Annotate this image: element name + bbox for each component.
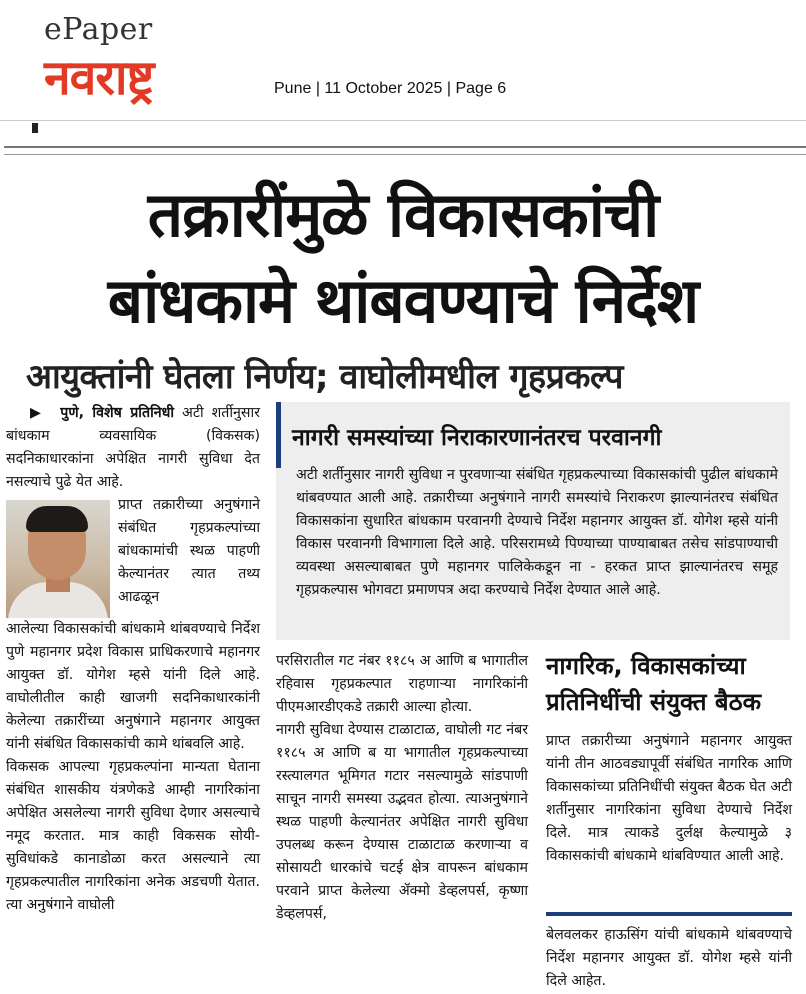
byline-arrow-icon: ▶ (6, 405, 61, 421)
headline-line-2: बांधकामे थांबवण्याचे निर्देश (107, 264, 699, 337)
column-1-paragraph-2: विकसक आपल्या गृहप्रकल्पांना मान्यता घेताना संबंधित शासकीय यंत्रणेकडे आम्ही नागरिकांना अपेक्षित असलेल्या नागरी सुविधा देणार असल्याचे नमूद करतात. मात्र काही विकसक सोयी-सुविधांकडे कानाडोळा करत असल्याने त्या गृहप्रकल्पातील नागरिकांना अनेक अडचणी येतात. त्या अनुषंगाने वाघोली (6, 759, 260, 913)
top-rule (0, 120, 806, 135)
lead-text: अटी शर्तीनुसार बांधकाम व्यवसायिक (विकसक) सदनिकाधारकांना अपेक्षित नागरी सुविधा देत नसल्याचे पुढे येत आहे. (6, 405, 260, 490)
sidebar-body-continued: बेलवलकर हाऊसिंग यांची बांधकामे थांबवण्याचे निर्देश महानगर आयुक्त डॉ. योगेश म्हसे यांनी दिले आहेत. (546, 927, 792, 989)
highlight-box (276, 402, 790, 640)
edition-dateline: Pune | 11 October 2025 | Page 6 (274, 80, 507, 97)
sidebar-body: प्राप्त तक्रारीच्या अनुषंगाने महानगर आयुक्त यांनी तीन आठवड्यापूर्वी संबंधित नागरिक आणि विकासकांच्या प्रतिनिधींची संयुक्त बैठक घेत अटी शर्तीनुसार नागरिकांना सुविधा देण्याचे निर्देश दिले. मात्र त्याकडे दुर्लक्ष केल्यामुळे ३ विकासकांची बांधकामे थांबविण्यात आली आहे. (546, 733, 792, 864)
box-title: नागरी समस्यांच्या निराकारणानंतरच परवानगी (292, 425, 662, 451)
sidebar-rule (546, 912, 792, 916)
text-beside-photo: प्राप्त तक्रारीच्या अनुषंगाने संबंधित गृहप्रकल्पांच्या बांधकामांची स्थळ पाहणी केल्यानंतर त्यात तथ्य आढळून (118, 497, 260, 605)
rule-marker (32, 123, 38, 133)
photo-wrap (6, 494, 260, 618)
article-column-2 (276, 650, 528, 926)
epaper-label: ePaper (44, 12, 153, 47)
masthead (0, 0, 806, 118)
column-2-paragraph-2: नागरी सुविधा देण्यास टाळाटाळ, वाघोली गट नंबर ११८५ अ आणि ब या भागातील गृहप्रकल्पाच्या रस्त्यालगत भूमिगत गटार नसल्यामुळे सांडपाणी साचून नागरी समस्या उद्भवत होत्या. त्याअनुषंगाने स्थळ पाहणी केल्यानंतर अपेक्षित नागरी सुविधा उपलब्ध करून देण्यास टाळाटाळ करणाऱ्या व सोसायटी धारकांचे चटई क्षेत्र वापरून बांधकाम परवाने प्राप्त केलेल्या ॲक्मो डेव्हलपर्स, कृष्णा डेव्हलपर्स, (276, 722, 528, 922)
commissioner-photo (6, 500, 110, 618)
subheadline: आयुक्तांनी घेतला निर्णय; वाघोलीमधील गृहप्रकल्प (26, 357, 623, 397)
column-1-paragraph-1: आलेल्या विकासकांची बांधकामे थांबवण्याचे निर्देश पुणे महानगर प्रदेश विकास प्राधिकरणाचे महानगर आयुक्त डॉ. योगेश म्हसे यांनी दिले आहे. वाघोलीतील काही खाजगी सदनिकाधारकांनी केलेल्या तक्रारींच्या अनुषंगाने महानगर आयुक्त यांनी संबंधित विकासकांची कामे थांबवलि आहे. (6, 621, 260, 752)
column-2-paragraph-1: परसिरातील गट नंबर ११८५ अ आणि ब भागातील रहिवास गृहप्रकल्पात राहणाऱ्या नागरिकांनी पीएमआरडीएकडे तक्रारी आल्या होत्या. (276, 653, 528, 715)
box-accent-bar (276, 402, 281, 468)
box-body: अटी शर्तीनुसार नागरी सुविधा न पुरवणाऱ्या संबंधित गृहप्रकल्पाच्या विकासकांची पुढील बांधकामे थांबवण्यात आली आहे. तक्रारीच्या अनुषंगाने नागरी समस्यांचे निराकरण झाल्यानंतरच संबंधित विकासकांना सुधारित बांधकाम परवानगी देण्याचे निर्देश महानगर आयुक्त डॉ. योगेश म्हसे यांनी विकास परवानगी विभागाला दिले आहे. परिसरामध्ये पिण्याच्या पाण्याबाबत तसेच सांडपाण्याची व्यवस्था असल्याबाबत पुणे महानगर पालिकेकडून ना - हरकत प्राप्त झाल्यानंतरच समूह गृहप्रकल्पास भोगवटा प्रमाणपत्र अदा करण्याचे निर्देश देण्यात आले आहे. (296, 467, 778, 598)
double-rule (4, 146, 806, 155)
byline: पुणे, विशेष प्रतिनिधी (60, 405, 175, 421)
sidebar-title: नागरिक, विकासकांच्या प्रतिनिधींची संयुक्त बैठक (546, 652, 761, 716)
headline-line-1: तक्रारींमुळे विकासकांची (147, 178, 659, 251)
newspaper-logo: नवराष्ट्र (44, 50, 154, 106)
article-column-1 (6, 402, 260, 917)
lead-paragraph (6, 402, 260, 494)
